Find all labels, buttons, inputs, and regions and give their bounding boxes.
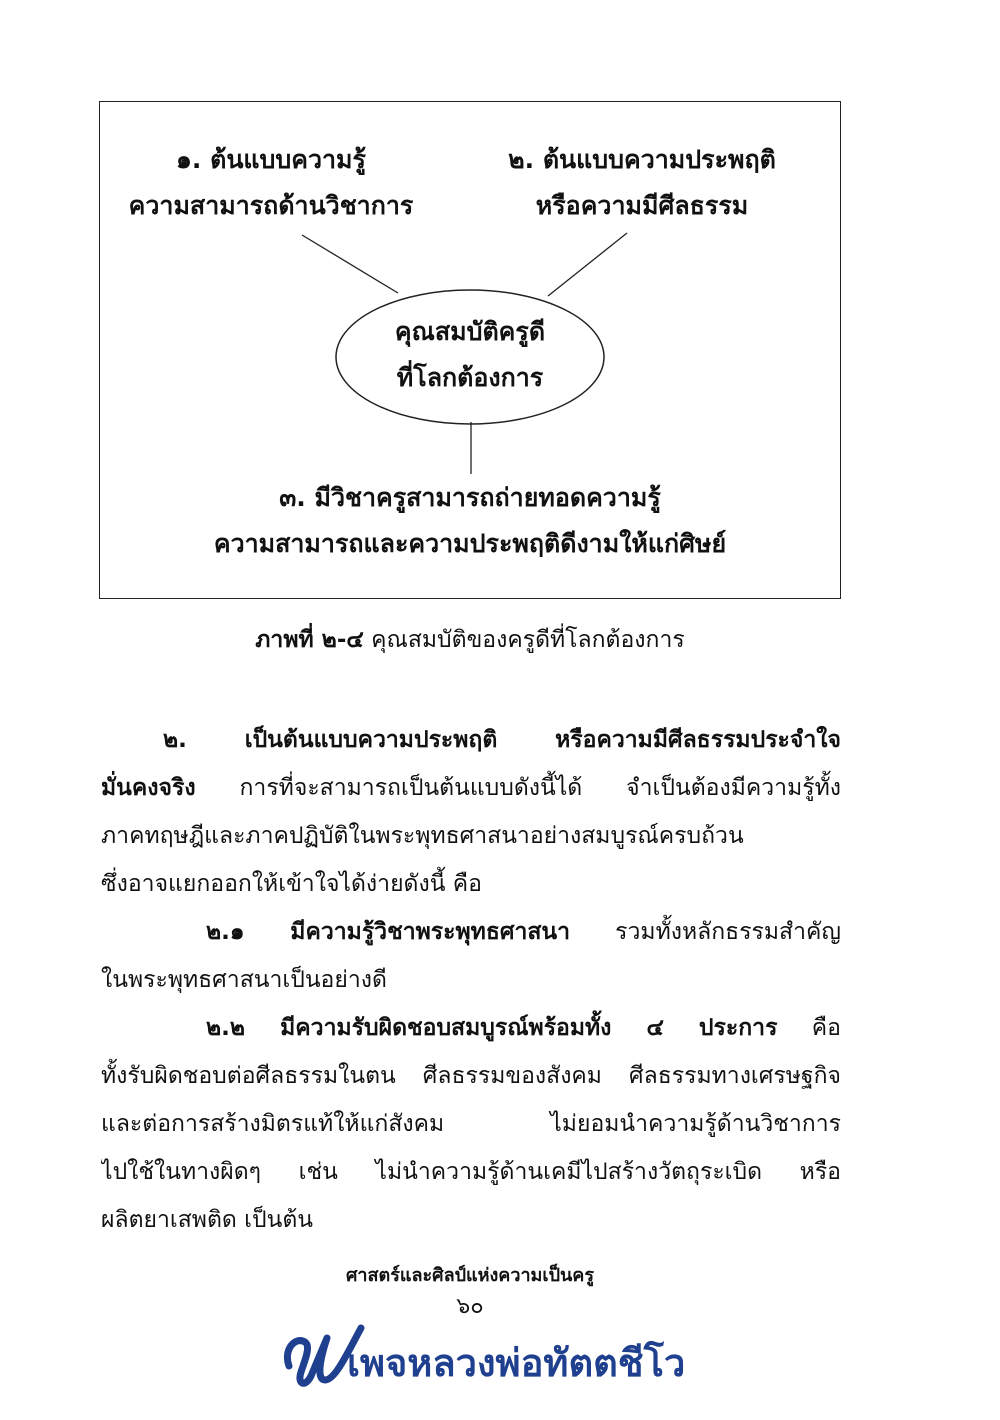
page-logo (275, 1320, 735, 1400)
node-1-label (118, 137, 424, 229)
node-2-line-2: หรือความมีศีลธรรม (535, 191, 749, 220)
paragraph-1-line-1: ๒. เป็นต้นแบบความประพฤติ หรือความมีศีลธรรมประจำใจ (163, 727, 841, 753)
paragraph-1-line-3: ภาคทฤษฎีและภาคปฏิบัติในพระพุทธศาสนาอย่างสมบูรณ์ครบถ้วน (101, 823, 744, 849)
center-line-2: ที่โลกต้องการ (396, 363, 544, 392)
paragraph-3-bold: ๒.๒ มีความรับผิดชอบสมบูรณ์พร้อมทั้ง ๔ ประการ (206, 1015, 778, 1041)
node-3-label (170, 475, 770, 567)
caption-text: คุณสมบัติของครูดีที่โลกต้องการ (371, 627, 685, 653)
paragraph-3-line-4: ไปใช้ในทางผิดๆ เช่น ไม่นำความรู้ด้านเคมีไปสร้างวัตถุระเบิด หรือ (101, 1159, 841, 1185)
book-title: ศาสตร์และศิลป์แห่งความเป็นครู (345, 1265, 595, 1286)
node-1-line-2: ความสามารถด้านวิชาการ (128, 191, 414, 220)
node-2-label (486, 137, 798, 229)
paragraph-2-rest: รวมทั้งหลักธรรมสำคัญ (570, 919, 841, 945)
caption-label: ภาพที่ ๒-๔ (255, 627, 364, 653)
paragraph-1-line-2 (101, 764, 841, 812)
page-number: ๖๐ (456, 1294, 484, 1319)
paragraph-1-line-4: ซึ่งอาจแยกออกให้เข้าใจได้ง่ายดังนี้ คือ (101, 871, 482, 897)
paragraph-3-rest: คือ (777, 1015, 841, 1041)
paragraph-3-line-2: ทั้งรับผิดชอบต่อศีลธรรมในตน ศีลธรรมของสังคม ศีลธรรมทางเศรษฐกิจ (101, 1063, 841, 1089)
node-3-line-2: ความสามารถและความประพฤติดีงามให้แก่ศิษย์ (213, 529, 727, 558)
paragraph-2-line-2: ในพระพุทธศาสนาเป็นอย่างดี (101, 967, 387, 993)
paragraph-1-bold: มั่นคงจริง (101, 775, 196, 801)
center-line-1: คุณสมบัติครูดี (394, 317, 546, 346)
center-label (360, 309, 580, 401)
paragraph-3-line-1 (101, 1004, 841, 1052)
paragraph-2-line-1 (101, 908, 841, 956)
node-3-line-1: ๓. มีวิชาครูสามารถถ่ายทอดความรู้ (279, 483, 661, 512)
body-text (101, 716, 841, 1244)
paragraph-3-line-3: และต่อการสร้างมิตรแท้ให้แก่สังคม ไม่ยอมนำความรู้ด้านวิชาการ (101, 1111, 841, 1137)
paragraph-3-line-5: ผลิตยาเสพติด เป็นต้น (101, 1207, 313, 1233)
figure-caption (0, 620, 940, 660)
node-2-line-1: ๒. ต้นแบบความประพฤติ (508, 145, 776, 174)
logo-text: เพจหลวงพ่อทัตตชีโว (347, 1341, 686, 1385)
node-1-line-1: ๑. ต้นแบบความรู้ (176, 145, 366, 174)
paragraph-2-bold: ๒.๑ มีความรู้วิชาพระพุทธศาสนา (206, 919, 571, 945)
paragraph-1-rest: การที่จะสามารถเป็นต้นแบบดังนี้ได้ จำเป็นต้องมีความรู้ทั้ง (195, 775, 841, 801)
